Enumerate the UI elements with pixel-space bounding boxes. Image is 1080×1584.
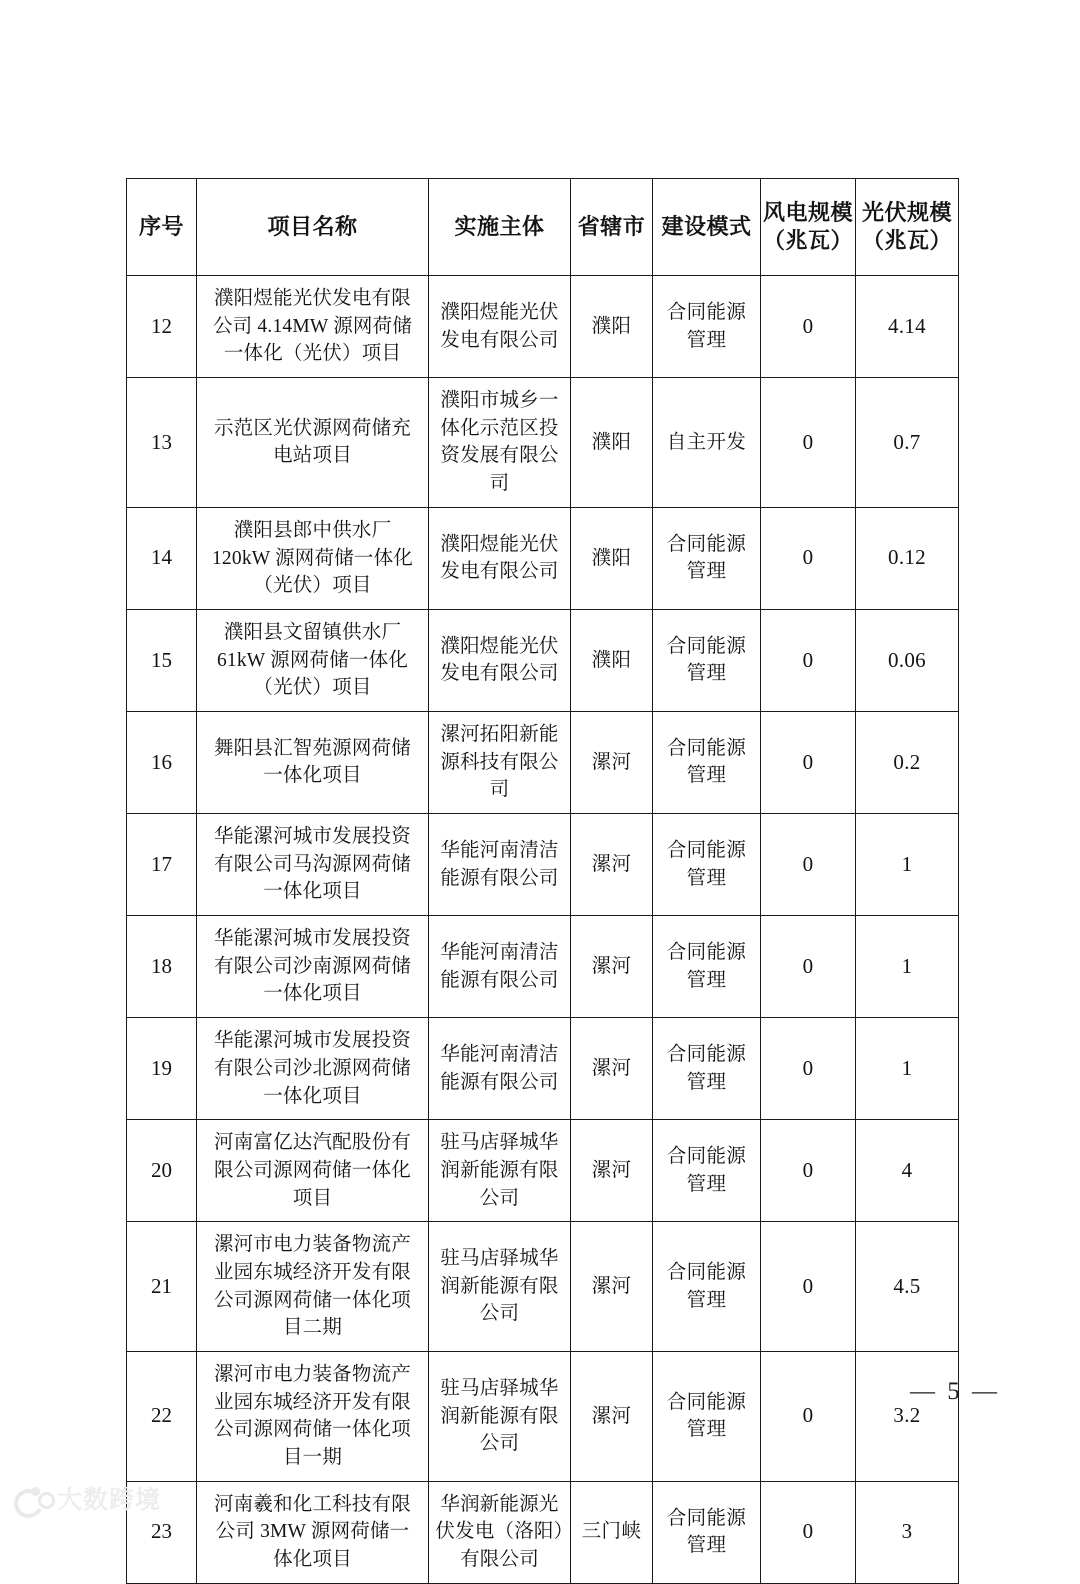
cell-name: 华能漯河城市发展投资有限公司沙南源网荷储一体化项目 (197, 916, 429, 1018)
cell-mode: 合同能源管理 (653, 1120, 761, 1222)
cell-entity: 华能河南清洁能源有限公司 (429, 814, 571, 916)
cell-name: 濮阳县文留镇供水厂 61kW 源网荷储一体化（光伏）项目 (197, 609, 429, 711)
column-header-wind-label: 风电规模 (763, 200, 854, 226)
cell-city: 漯河 (571, 1018, 653, 1120)
table-row (127, 1222, 959, 1352)
cell-city: 漯河 (571, 711, 653, 813)
cell-solar: 1 (856, 1018, 959, 1120)
table-header-row (127, 179, 959, 276)
cell-index: 22 (127, 1352, 197, 1482)
cell-wind: 0 (761, 507, 856, 609)
cell-index: 15 (127, 609, 197, 711)
cell-solar: 4 (856, 1120, 959, 1222)
table-row (127, 814, 959, 916)
cell-city: 漯河 (571, 1222, 653, 1352)
cell-index: 18 (127, 916, 197, 1018)
cell-solar: 3.2 (856, 1352, 959, 1482)
cell-city: 漯河 (571, 1352, 653, 1482)
cell-wind: 0 (761, 711, 856, 813)
table-header (127, 179, 959, 276)
column-header-solar-label: 光伏规模 (861, 200, 952, 226)
column-header-index (127, 179, 197, 276)
cell-name: 华能漯河城市发展投资有限公司沙北源网荷储一体化项目 (197, 1018, 429, 1120)
cell-city: 濮阳 (571, 507, 653, 609)
cell-mode: 合同能源管理 (653, 1352, 761, 1482)
cell-index: 23 (127, 1481, 197, 1583)
cell-solar: 0.12 (856, 507, 959, 609)
cell-solar: 1 (856, 916, 959, 1018)
table-row (127, 1120, 959, 1222)
cell-index: 14 (127, 507, 197, 609)
cell-city: 濮阳 (571, 276, 653, 378)
cell-solar: 4.5 (856, 1222, 959, 1352)
cell-mode: 合同能源管理 (653, 711, 761, 813)
table-row (127, 507, 959, 609)
cell-entity: 驻马店驿城华润新能源有限公司 (429, 1120, 571, 1222)
cell-entity: 华能河南清洁能源有限公司 (429, 1018, 571, 1120)
page-number: — 5 — (910, 1378, 1000, 1405)
cell-wind: 0 (761, 814, 856, 916)
cell-entity: 濮阳煜能光伏发电有限公司 (429, 609, 571, 711)
table-row (127, 916, 959, 1018)
project-listing-table-container (126, 178, 958, 1584)
column-header-wind-unit: （兆瓦） (763, 228, 854, 253)
cell-name: 示范区光伏源网荷储充电站项目 (197, 378, 429, 508)
cell-name: 漯河市电力装备物流产业园东城经济开发有限公司源网荷储一体化项目一期 (197, 1352, 429, 1482)
cell-mode: 合同能源管理 (653, 276, 761, 378)
cell-solar: 4.14 (856, 276, 959, 378)
cell-city: 濮阳 (571, 609, 653, 711)
cell-name: 濮阳煜能光伏发电有限公司 4.14MW 源网荷储一体化（光伏）项目 (197, 276, 429, 378)
column-header-mode (653, 179, 761, 276)
cell-wind: 0 (761, 609, 856, 711)
cell-entity: 漯河拓阳新能源科技有限公司 (429, 711, 571, 813)
cell-wind: 0 (761, 1222, 856, 1352)
column-header-name-label: 项目名称 (267, 214, 358, 240)
cell-index: 13 (127, 378, 197, 508)
cell-solar: 3 (856, 1481, 959, 1583)
column-header-name (197, 179, 429, 276)
cell-index: 20 (127, 1120, 197, 1222)
cell-mode: 合同能源管理 (653, 1222, 761, 1352)
cell-entity: 濮阳市城乡一体化示范区投资发展有限公司 (429, 378, 571, 508)
table-row (127, 1018, 959, 1120)
cell-index: 19 (127, 1018, 197, 1120)
cell-solar: 0.06 (856, 609, 959, 711)
cell-entity: 驻马店驿城华润新能源有限公司 (429, 1352, 571, 1482)
cell-entity: 华能河南清洁能源有限公司 (429, 916, 571, 1018)
table-row (127, 276, 959, 378)
cell-index: 17 (127, 814, 197, 916)
cell-solar: 0.7 (856, 378, 959, 508)
cell-entity: 驻马店驿城华润新能源有限公司 (429, 1222, 571, 1352)
cell-wind: 0 (761, 1120, 856, 1222)
column-header-solar-unit: （兆瓦） (861, 228, 952, 253)
cell-mode: 合同能源管理 (653, 609, 761, 711)
column-header-city (571, 179, 653, 276)
cell-mode: 合同能源管理 (653, 1481, 761, 1583)
cell-mode: 合同能源管理 (653, 814, 761, 916)
cell-name: 濮阳县郎中供水厂 120kW 源网荷储一体化（光伏）项目 (197, 507, 429, 609)
cell-wind: 0 (761, 378, 856, 508)
cell-name: 华能漯河城市发展投资有限公司马沟源网荷储一体化项目 (197, 814, 429, 916)
table-row (127, 1352, 959, 1482)
cell-city: 漯河 (571, 916, 653, 1018)
cell-mode: 合同能源管理 (653, 916, 761, 1018)
column-header-index-label: 序号 (138, 214, 184, 240)
cell-entity: 华润新能源光伏发电（洛阳）有限公司 (429, 1481, 571, 1583)
cell-city: 漯河 (571, 1120, 653, 1222)
column-header-city-label: 省辖市 (577, 214, 646, 240)
cell-mode: 合同能源管理 (653, 507, 761, 609)
cell-mode: 自主开发 (653, 378, 761, 508)
table-row (127, 378, 959, 508)
cell-name: 河南羲和化工科技有限公司 3MW 源网荷储一体化项目 (197, 1481, 429, 1583)
cell-entity: 濮阳煜能光伏发电有限公司 (429, 276, 571, 378)
cell-mode: 合同能源管理 (653, 1018, 761, 1120)
cell-index: 16 (127, 711, 197, 813)
column-header-entity-label: 实施主体 (454, 214, 545, 240)
watermark-text: 大数跨境 (57, 1484, 162, 1514)
cell-index: 12 (127, 276, 197, 378)
column-header-solar (856, 179, 959, 276)
cell-city: 濮阳 (571, 378, 653, 508)
table-row (127, 1481, 959, 1583)
cell-name: 漯河市电力装备物流产业园东城经济开发有限公司源网荷储一体化项目二期 (197, 1222, 429, 1352)
cell-index: 21 (127, 1222, 197, 1352)
dashu-logo-icon (14, 1486, 48, 1512)
cell-wind: 0 (761, 276, 856, 378)
column-header-wind (761, 179, 856, 276)
cell-city: 漯河 (571, 814, 653, 916)
project-listing-table (126, 178, 959, 1584)
table-row (127, 711, 959, 813)
cell-name: 舞阳县汇智苑源网荷储一体化项目 (197, 711, 429, 813)
cell-solar: 1 (856, 814, 959, 916)
column-header-mode-label: 建设模式 (661, 214, 752, 240)
cell-city: 三门峡 (571, 1481, 653, 1583)
cell-name: 河南富亿达汽配股份有限公司源网荷储一体化项目 (197, 1120, 429, 1222)
cell-wind: 0 (761, 1352, 856, 1482)
cell-wind: 0 (761, 1018, 856, 1120)
cell-wind: 0 (761, 1481, 856, 1583)
column-header-entity (429, 179, 571, 276)
cell-entity: 濮阳煜能光伏发电有限公司 (429, 507, 571, 609)
cell-wind: 0 (761, 916, 856, 1018)
cell-solar: 0.2 (856, 711, 959, 813)
table-row (127, 609, 959, 711)
